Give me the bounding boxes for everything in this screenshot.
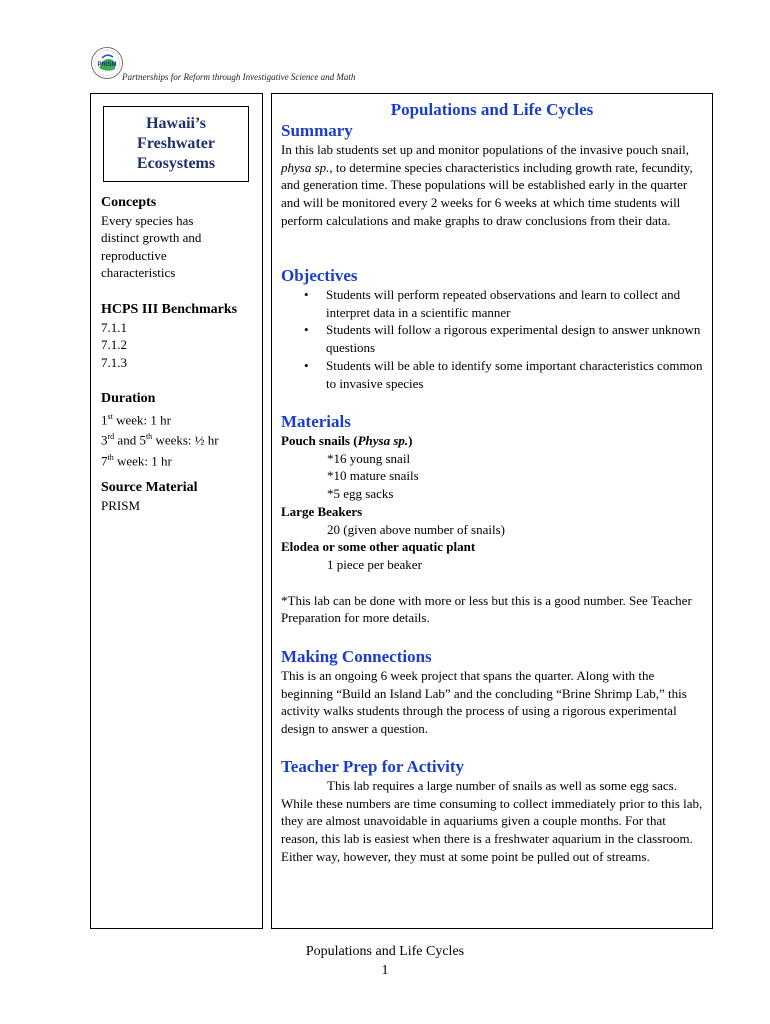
snail-item: *16 young snail [327,450,411,466]
concepts-line: distinct growth and [101,230,202,245]
objective-item: • Students will be able to identify some important characteristics common to invasive species [281,357,706,392]
teacher-prep-section [281,757,706,866]
page-footer [0,942,770,980]
benchmarks-heading: HCPS III Benchmarks [101,302,238,317]
concepts-heading: Concepts [101,195,157,210]
plant-label: Elodea or some other aquatic plant [281,539,476,555]
unit-title-box [103,106,249,182]
duration-line: 3rd and 5th weeks: ½ hr [101,432,219,448]
materials-note: *This lab can be done with more or less but this is a good number. See Teacher Preparation for more details. [281,592,692,626]
duration-line: 7th week: 1 hr [101,453,172,469]
footer-title: Populations and Life Cycles [305,944,465,959]
unit-title-line: Freshwater [137,135,215,152]
connections-heading: Making Connections [281,647,432,666]
teacher-prep-text: This lab requires a large number of snails as well as some egg sacs. While these numbers are time consuming to collect immediately prior to this lab, they are almost unavoidable in aquariums given a couple months. For that reason, this lab is easiest when there is a freshwater aquarium in the classroom. Either way, however, they must at some point be pulled out of streams. [281,778,703,864]
objective-item: • Students will perform repeated observations and learn to collect and interpret data in a scientific manner [281,286,706,321]
concepts-line: Every species has [101,212,194,228]
summary-section [281,121,706,230]
prism-logo [90,46,124,80]
concepts-line: reproductive [101,247,167,263]
objectives-section [281,266,706,392]
page-number: 1 [381,963,389,978]
materials-section [281,412,706,627]
unit-title-line: Ecosystems [136,155,216,172]
duration-section [101,390,261,470]
plant-value: 1 piece per beaker [327,556,422,572]
objectives-heading: Objectives [281,266,358,285]
beakers-label: Large Beakers [281,503,363,519]
sidebar [90,93,263,929]
objectives-list [281,286,706,392]
source-value: PRISM [101,497,141,513]
header-tagline: Partnerships for Reform through Investigative Science and Math [122,72,356,82]
svg-text:PRISM: PRISM [97,62,117,68]
snail-item: *5 egg sacks [327,486,394,502]
concepts-line: characteristics [101,265,176,280]
source-heading: Source Material [101,480,198,495]
page-header [88,44,688,90]
connections-text: This is an ongoing 6 week project that spans the quarter. Along with the beginning “Build an Island Lab” and the concluding “Brine Shrimp Lab,” this activity walks students through the process of using a rigorous experimental design to answer a question. [281,668,687,737]
summary-heading: Summary [281,121,353,140]
snail-item: *10 mature snails [327,468,419,484]
source-section [101,479,261,514]
connections-section [281,647,706,738]
duration-line: 1st week: 1 hr [101,411,171,427]
beakers-value: 20 (given above number of snails) [327,521,505,537]
concepts-section [101,194,261,282]
objective-item: • Students will follow a rigorous experimental design to answer unknown questions [281,321,706,356]
materials-heading: Materials [281,412,351,431]
unit-title-line: Hawaii’s [146,115,206,132]
benchmark-item: 7.1.3 [101,354,127,370]
benchmarks-section [101,301,261,371]
benchmark-item: 7.1.1 [101,319,127,335]
teacher-prep-heading: Teacher Prep for Activity [281,757,465,776]
main-content [271,93,713,929]
snails-label: Pouch snails (Physa sp.) [281,433,413,448]
lesson-title: Populations and Life Cycles [390,100,594,119]
benchmark-item: 7.1.2 [101,337,127,352]
duration-heading: Duration [101,391,156,406]
summary-text: In this lab students set up and monitor populations of the invasive pouch snail, physa sp., to determine species characteristics including growth rate, fecundity, and generation time. These populations will be established early in the quarter and will be monitored every 2 weeks for 6 weeks at which time students will perform calculations and make graphs to draw conclusions from their data. [281,142,693,228]
